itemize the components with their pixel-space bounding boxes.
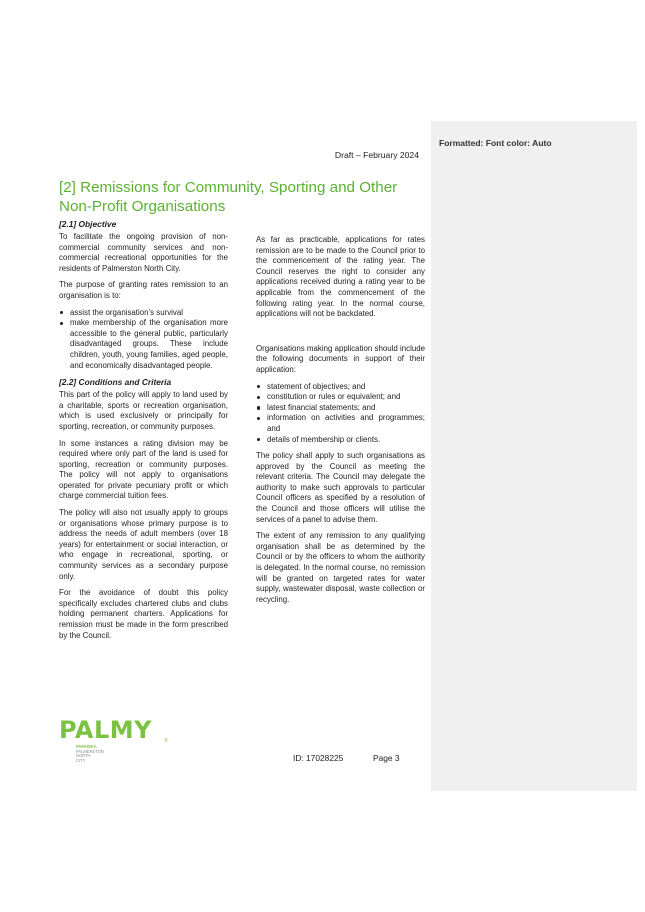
registered-mark: ® bbox=[164, 738, 168, 744]
paragraph: The policy will also not usually apply to groups or organisations whose primary purpose is to address the needs of adult members (over 18 years) for entertainment or social interaction, or who engage in recreational, sporting, or community services as a secondary purpose only. bbox=[59, 508, 228, 581]
paragraph: Organisations making application should include the following documents in support of their application: bbox=[256, 343, 425, 374]
spacer bbox=[256, 326, 425, 344]
bullet-icon bbox=[60, 311, 63, 314]
page-number: Page 3 bbox=[373, 753, 400, 763]
paragraph: To facilitate the ongoing provision of non-commercial community services and non-commercial recreational opportunities for the residents of Palmerston North City. bbox=[59, 232, 228, 273]
list-item: assist the organisation’s survival bbox=[59, 308, 228, 319]
paragraph: The purpose of granting rates remission to an organisation is to: bbox=[59, 280, 228, 300]
palmy-logo bbox=[59, 716, 174, 763]
list-item: latest financial statements; and bbox=[256, 403, 425, 414]
purpose-list bbox=[59, 308, 228, 372]
conditions-heading: [2.2] Conditions and Criteria bbox=[59, 377, 172, 388]
document-id: ID: 17028225 bbox=[293, 753, 344, 763]
left-column bbox=[59, 219, 228, 647]
paragraph: In some instances a rating division may be required where only part of the land is used for sporting, recreation or community purposes. The policy will not apply to organisations operated for private pecuniary profit or which charge commercial tuition fees. bbox=[59, 438, 228, 501]
logo-wordmark: PALMY bbox=[59, 716, 153, 744]
comment-label: Formatted: Font color: Auto bbox=[439, 138, 552, 148]
paragraph: For the avoidance of doubt this policy specifically excludes chartered clubs and clubs holding permanent charters. Applications for remission must be made in the form prescribed by the Council. bbox=[59, 588, 228, 640]
bullet-icon bbox=[257, 417, 260, 420]
documents-list bbox=[256, 382, 425, 446]
list-item: details of membership or clients. bbox=[256, 435, 425, 446]
draft-date: Draft – February 2024 bbox=[334, 150, 419, 160]
list-item: statement of objectives; and bbox=[256, 382, 425, 393]
bullet-icon bbox=[257, 438, 260, 441]
paragraph: This part of the policy will apply to land used by a charitable, sports or recreation organisation, which is used exclusively or principally for sporting, recreation, or community purposes. bbox=[59, 390, 228, 431]
list-item: make membership of the organisation more accessible to the general public, particularly disadvantaged groups. These include children, youth, young families, aged people, and economically disadvantaged people. bbox=[59, 318, 228, 371]
paragraph: The extent of any remission to any qualifying organisation shall be as determined by the Council or by the officers to whom the authority is delegated. In the normal course, no remission will be granted on targeted rates for water supply, wastewater disposal, waste collection or recycling. bbox=[256, 531, 425, 604]
objective-heading: [2.1] Objective bbox=[59, 219, 117, 229]
list-item: information on activities and programmes; and bbox=[256, 413, 425, 434]
paragraph: As far as practicable, applications for rates remission are to be made to the Council prior to the commencement of the rating year. The Council reserves the right to consider any applications received during a rating year to be applicable from the commencement of the following rating year. In the normal course, applications will not be backdated. bbox=[256, 235, 425, 319]
page-title: [2] Remissions for Community, Sporting and Other Non-Profit Organisations bbox=[59, 179, 398, 215]
logo-subtitle: PAPAIOEA PALMERSTON NORTH CITY bbox=[76, 744, 104, 763]
bullet-icon bbox=[257, 396, 260, 399]
paragraph: The policy shall apply to such organisations as approved by the Council as meeting the relevant criteria. The Council may delegate the authority to make such approvals to particular Council officers as specified by a resolution of the Council and those officers will utilise the services of a panel to advise them. bbox=[256, 451, 425, 524]
right-column bbox=[256, 235, 425, 611]
comment-pane bbox=[431, 121, 637, 791]
bullet-icon bbox=[60, 322, 63, 325]
bullet-icon bbox=[257, 385, 260, 388]
bullet-icon bbox=[257, 406, 260, 409]
list-item: constitution or rules or equivalent; and bbox=[256, 392, 425, 403]
